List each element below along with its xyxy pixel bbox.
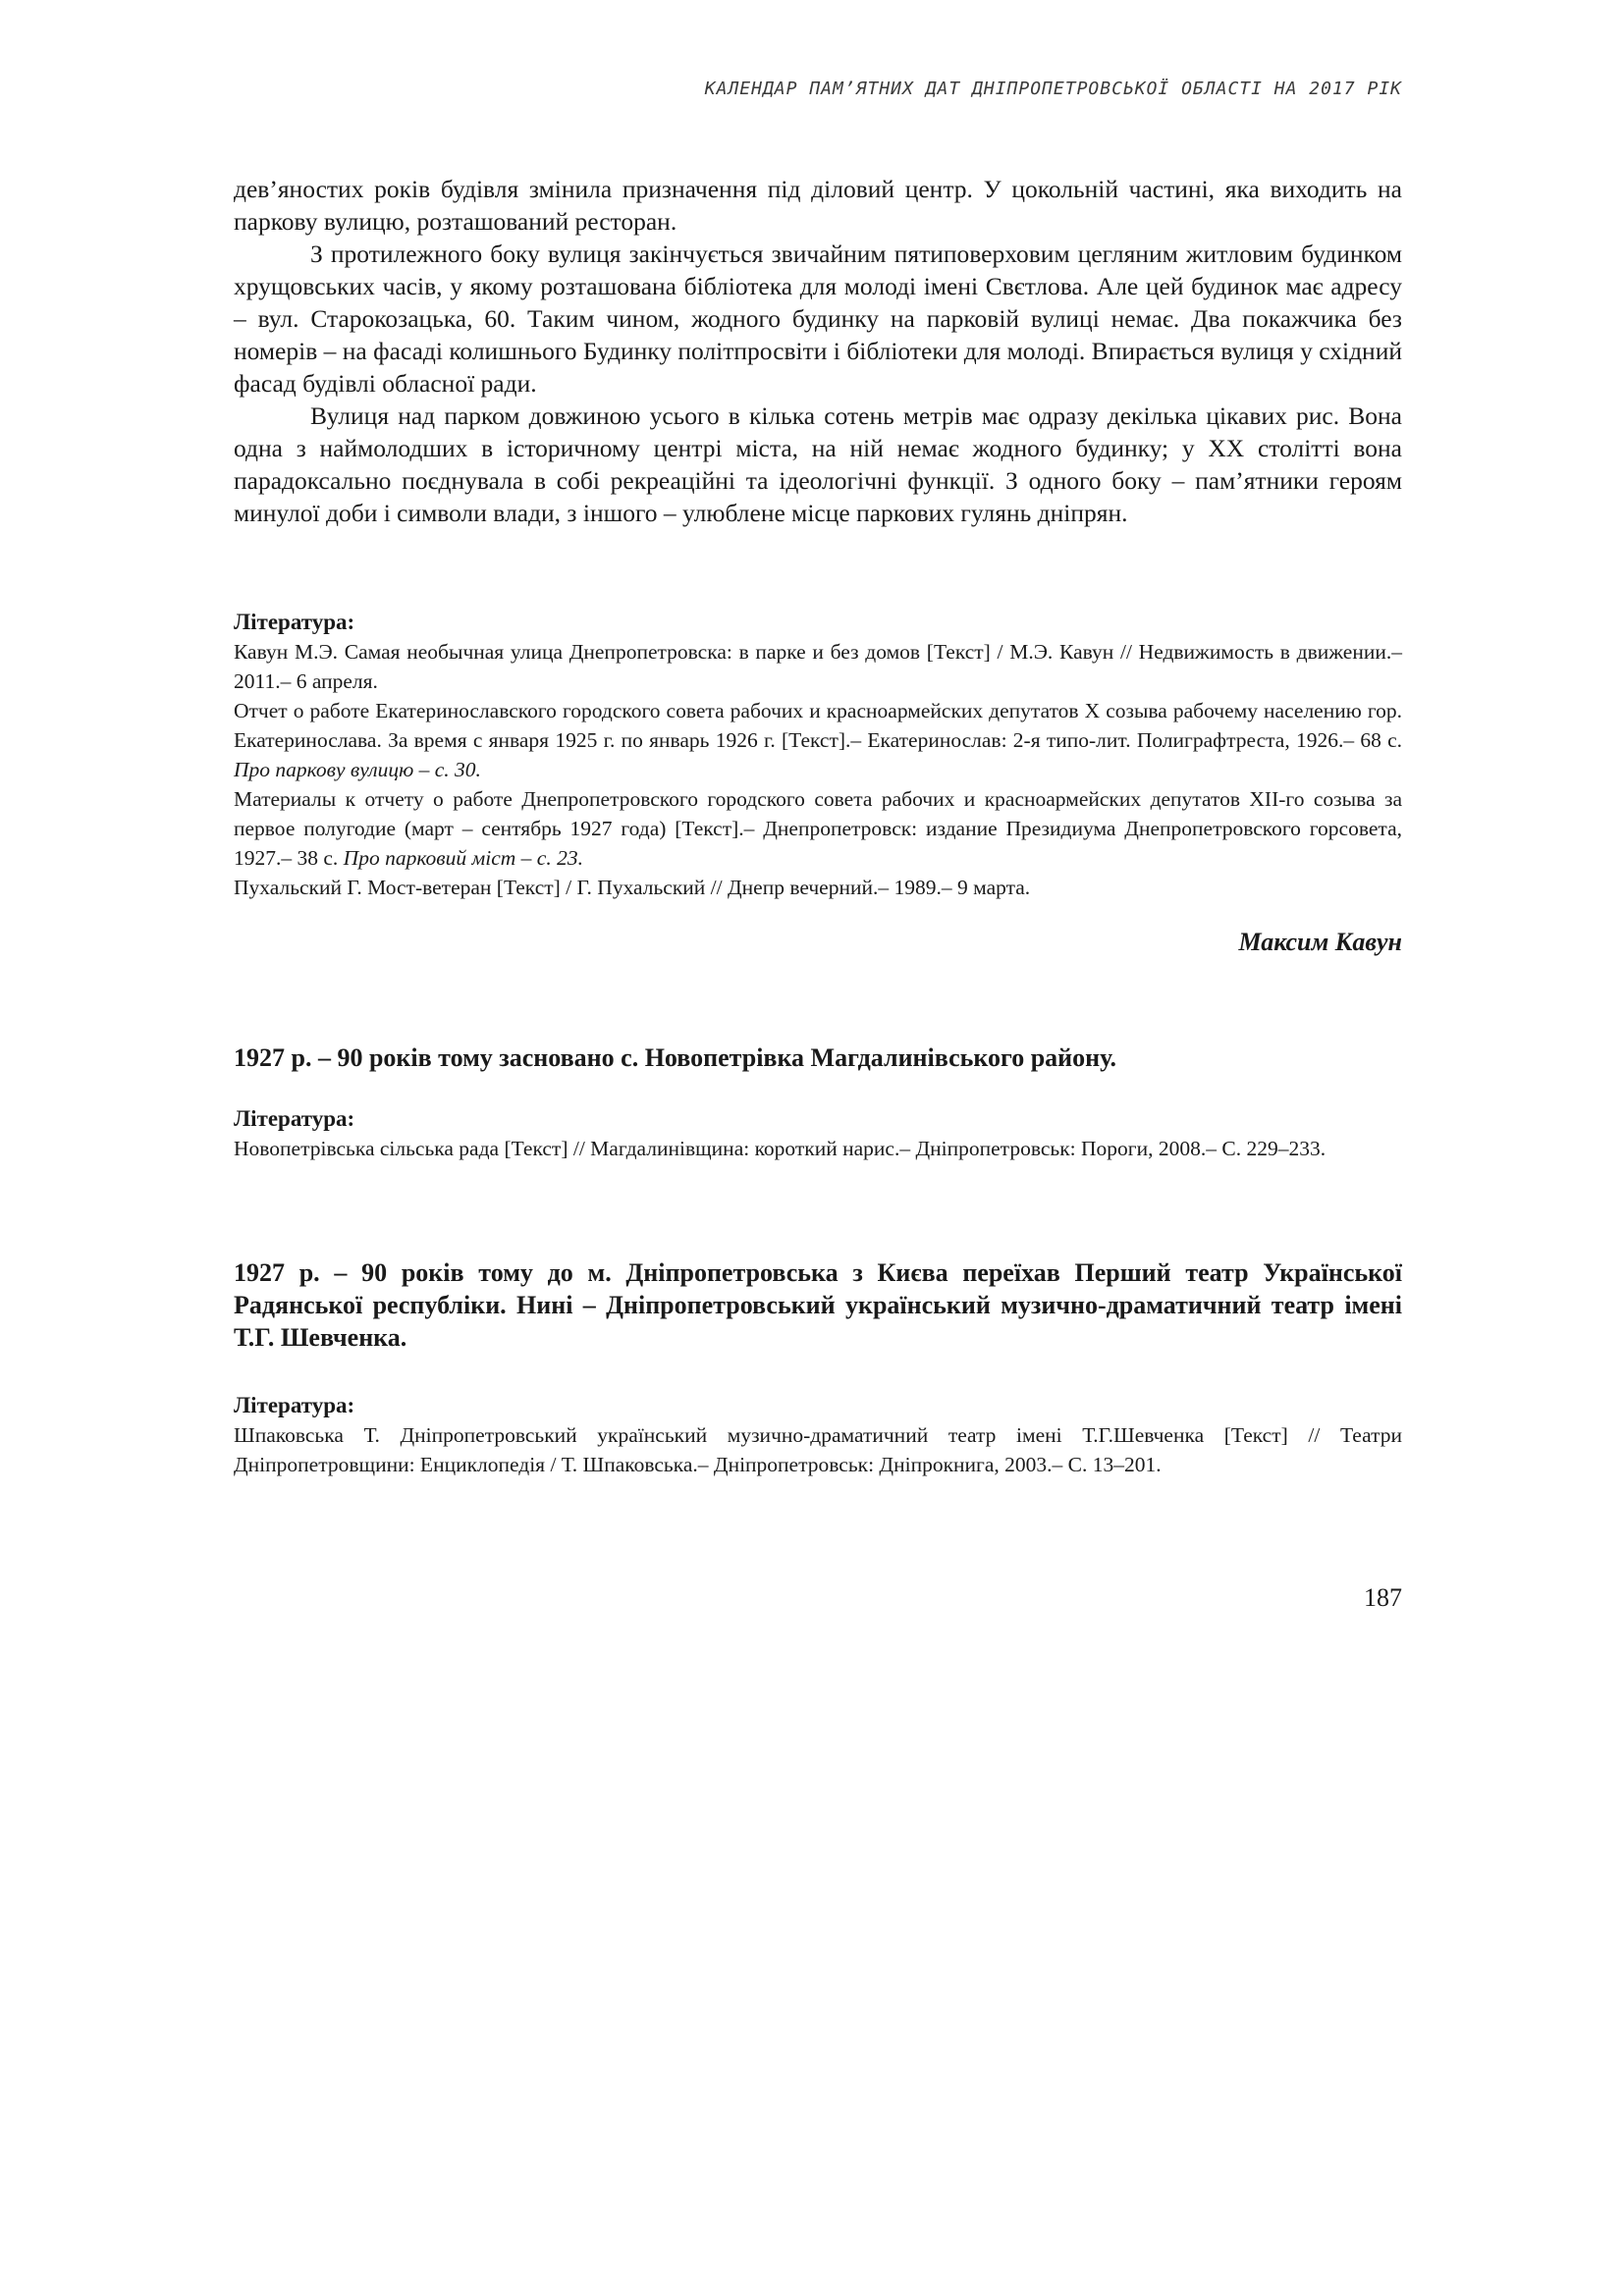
calendar-entry: [234, 1041, 1402, 1163]
literature-label: Література:: [234, 1393, 355, 1417]
literature-entry: Пухальский Г. Мост-ветеран [Текст] / Г. Пухальский // Днепр вечерний.– 1989.– 9 марта.: [234, 876, 1031, 899]
literature-entry: Материалы к отчету о работе Днепропетровского городского совета рабочих и красноармейских депутатов ХII-го созыва за первое полугодие (март – сентябрь 1927 года) [Текст].– Днепропетровск: издание Президиума Днепропетровского горсовета, 1927.– 38 с. Про парковий міст – с. 23.: [234, 787, 1402, 870]
literature-entry: Кавун М.Э. Самая необычная улица Днепропетровска: в парке и без домов [Текст] / М.Э. Кавун // Недвижимость в движении.– 2011.– 6 апреля.: [234, 640, 1402, 693]
entry-title: 1927 р. – 90 років тому засновано с. Новопетрівка Магдалинівського району.: [234, 1043, 1117, 1072]
literature-entry: Шпаковська Т. Дніпропетровський український музично-драматичний театр імені Т.Г.Шевченка [Текст] // Театри Дніпропетровщини: Енциклопедія / Т. Шпаковська.– Дніпропетровськ: Дніпрокнига, 2003.– С. 13–201.: [234, 1423, 1402, 1476]
running-header: КАЛЕНДАР ПАМ’ЯТНИХ ДАТ ДНІПРОПЕТРОВСЬКОЇ ОБЛАСТІ НА 2017 РІК: [704, 79, 1402, 99]
literature-label: Література:: [234, 610, 355, 634]
literature-entry: Новопетрівська сільська рада [Текст] // Магдалинівщина: короткий нарис.– Дніпропетровськ: Пороги, 2008.– С. 229–233.: [234, 1137, 1326, 1160]
article-body: [234, 173, 1402, 529]
paragraph: дев’яностих років будівля змінила призначення під діловий центр. У цокольній частині, яка виходить на паркову вулицю, розташований ресторан.: [234, 175, 1402, 236]
literature-label: Література:: [234, 1106, 355, 1131]
literature-section: [234, 608, 1402, 902]
calendar-entry: [234, 1256, 1402, 1479]
paragraph: З протилежного боку вулиця закінчується звичайним пятиповерховим цегляним житловим будинком хрущовських часів, у якому розташована бібліотека для молоді імені Свєтлова. Але цей будинок має адресу – вул. Старокозацька, 60. Таким чином, жодного будинку на парковій вулиці немає. Два покажчика без номерів – на фасаді колишнього Будинку політпросвіти і бібліотеки для молоді. Впирається вулиця у східний фасад будівлі обласної ради.: [234, 240, 1402, 398]
entry-title: 1927 р. – 90 років тому до м. Дніпропетровська з Києва переїхав Перший театр Української Радянської республіки. Нині – Дніпропетровський український музично-драматичний театр імені Т.Г. Шевченка.: [234, 1258, 1402, 1352]
author-signature: Максим Кавун: [1238, 928, 1402, 956]
literature-note: Про парковий міст – с. 23.: [343, 846, 583, 870]
literature-note: Про паркову вулицю – с. 30.: [234, 758, 481, 781]
page-number: 187: [1364, 1583, 1402, 1612]
literature-entry: Отчет о работе Екатеринославского городского совета рабочих и красноармейских депутатов Х созыва рабочему населению гор. Екатеринослава. За время с января 1925 г. по январь 1926 г. [Текст].– Екатеринослав: 2-я типо-лит. Полиграфтреста, 1926.– 68 с. Про паркову вулицю – с. 30.: [234, 699, 1402, 781]
paragraph: Вулиця над парком довжиною усього в кілька сотень метрів має одразу декілька цікавих рис. Вона одна з наймолодших в історичному центрі міста, на ній немає жодного будинку; у ХХ столітті вона парадоксально поєднувала в собі рекреаційні та ідеологічні функції. З одного боку – пам’ятники героям минулої доби і символи влади, з іншого – улюблене місце паркових гулянь дніпрян.: [234, 401, 1402, 527]
